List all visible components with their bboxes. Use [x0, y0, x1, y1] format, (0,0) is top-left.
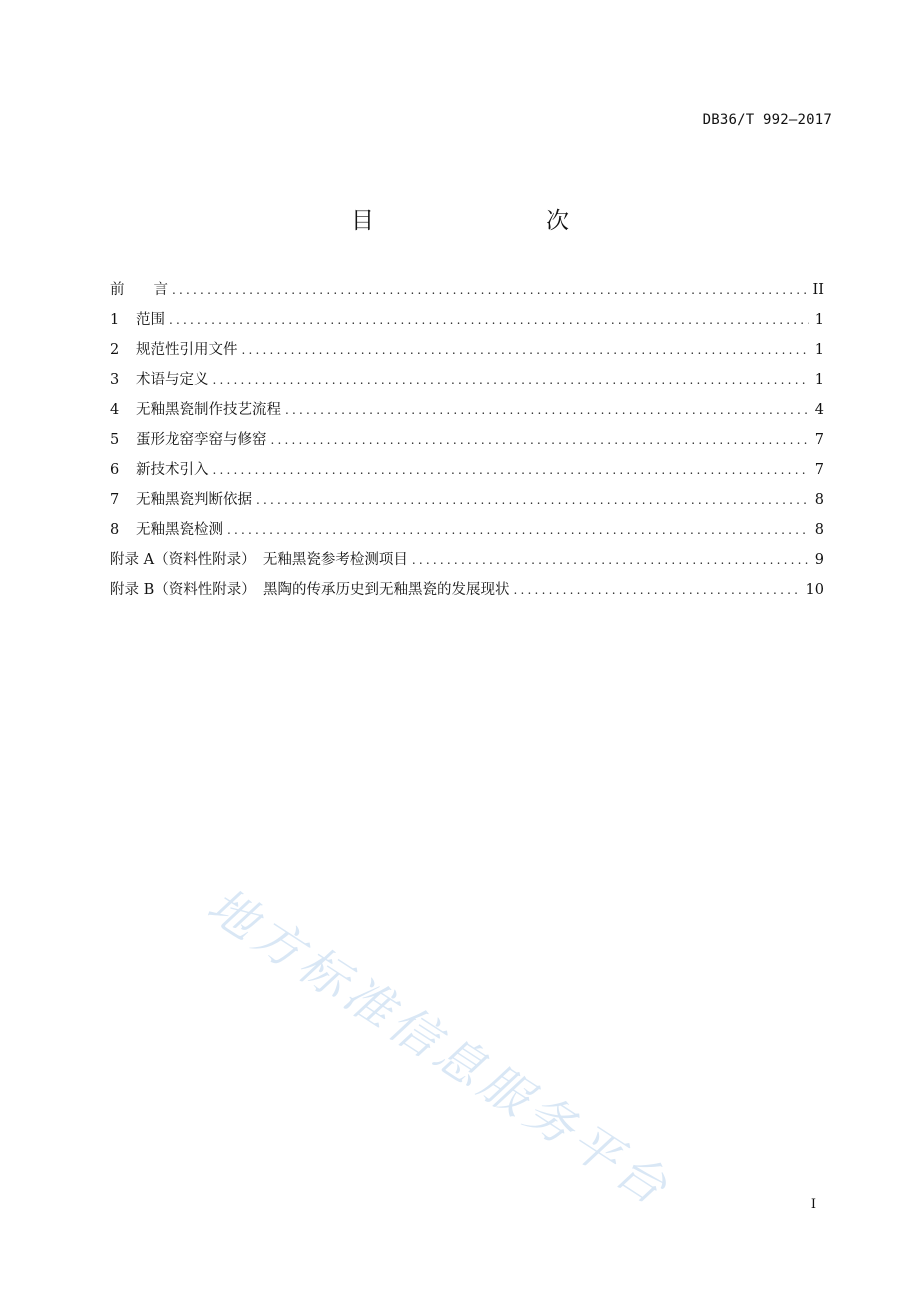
toc-leader [514, 583, 800, 597]
toc-entry-8[interactable] [110, 518, 824, 548]
toc-leader [271, 433, 809, 447]
toc-label: 术语与定义 [136, 372, 209, 388]
watermark: 地方标准信息服务平台 [197, 877, 681, 1219]
toc-label: 前 言 [110, 282, 168, 298]
toc-page: 4 [814, 402, 824, 418]
toc-number: 2 [110, 342, 120, 358]
toc-page: 1 [814, 342, 824, 358]
toc-page: 8 [814, 492, 824, 508]
toc-label: 新技术引入 [136, 462, 209, 478]
toc-label: 无釉黑瓷检测 [136, 522, 223, 538]
toc-page: 1 [814, 372, 824, 388]
toc-page: 1 [814, 312, 824, 328]
toc-page: II [812, 282, 824, 298]
toc-number: 7 [110, 492, 120, 508]
toc-page: 8 [814, 522, 824, 538]
toc-page: 7 [814, 432, 824, 448]
toc-label: 无釉黑瓷制作技艺流程 [136, 402, 281, 418]
toc-label: 蛋形龙窑孪窑与修窑 [136, 432, 267, 448]
toc-entry-5[interactable] [110, 428, 824, 458]
toc-label: 附录 A（资料性附录） 无釉黑瓷参考检测项目 [110, 552, 408, 568]
toc-entry-appendix-a[interactable] [110, 548, 824, 578]
toc-leader [256, 493, 809, 507]
toc-entry-3[interactable] [110, 368, 824, 398]
toc-label: 附录 B（资料性附录） 黑陶的传承历史到无釉黑瓷的发展现状 [110, 582, 510, 598]
toc-page: 7 [814, 462, 824, 478]
toc-page: 10 [805, 582, 824, 598]
toc-number: 3 [110, 372, 120, 388]
toc-leader [172, 283, 807, 297]
toc-number: 1 [110, 312, 120, 328]
toc-number: 6 [110, 462, 120, 478]
toc-label: 规范性引用文件 [136, 342, 238, 358]
toc-entry-foreword[interactable] [110, 278, 824, 308]
toc-label: 范围 [136, 312, 165, 328]
toc-number: 4 [110, 402, 120, 418]
toc-entry-4[interactable] [110, 398, 824, 428]
toc-leader [169, 313, 809, 327]
toc-number: 8 [110, 522, 120, 538]
page-number: I [810, 1197, 816, 1212]
table-of-contents [110, 278, 824, 608]
toc-page: 9 [814, 552, 824, 568]
toc-entry-7[interactable] [110, 488, 824, 518]
toc-leader [285, 403, 809, 417]
toc-leader [213, 373, 809, 387]
toc-leader [213, 463, 809, 477]
toc-entry-6[interactable] [110, 458, 824, 488]
toc-entry-appendix-b[interactable] [110, 578, 824, 608]
page-title: 目 次 [351, 208, 611, 234]
toc-entry-2[interactable] [110, 338, 824, 368]
toc-entry-1[interactable] [110, 308, 824, 338]
toc-leader [227, 523, 809, 537]
document-code: DB36/T 992—2017 [702, 112, 832, 128]
toc-number: 5 [110, 432, 120, 448]
toc-leader [242, 343, 809, 357]
toc-label: 无釉黑瓷判断依据 [136, 492, 252, 508]
toc-leader [412, 553, 809, 567]
